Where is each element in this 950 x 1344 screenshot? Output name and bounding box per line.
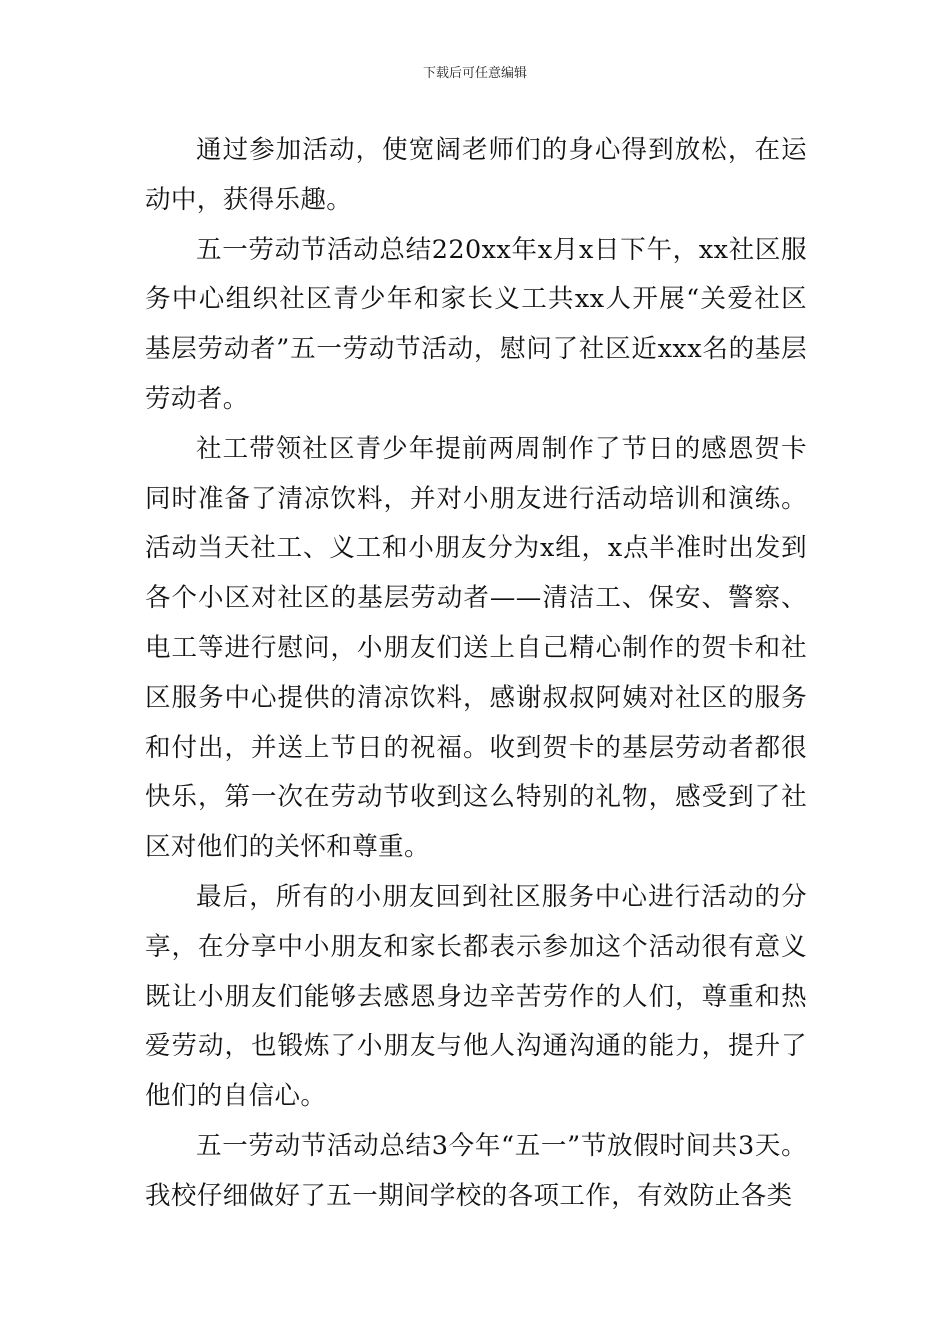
paragraph-3: 社工带领社区青少年提前两周制作了节日的感恩贺卡同时准备了清凉饮料，并对小朋友进行活动培训和演练。活动当天社工、义工和小朋友分为x组，x点半准时出发到各个小区对社区的基层劳动者——清洁工、保安、警察、电工等进行慰问，小朋友们送上自己精心制作的贺卡和社区服务中心提供的清凉饮料，感谢叔叔阿姨对社区的服务和付出，并送上节日的祝福。收到贺卡的基层劳动者都很快乐，第一次在劳动节收到这么特别的礼物，感受到了社区对他们的关怀和尊重。 [145,433,807,863]
paragraph-4: 最后，所有的小朋友回到社区服务中心进行活动的分享，在分享中小朋友和家长都表示参加这个活动很有意义既让小朋友们能够去感恩身边辛苦劳作的人们，尊重和热爱劳动，也锻炼了小朋友与他人沟通沟通的能力，提升了他们的自信心。 [145,881,807,1112]
paragraph-5: 五一劳动节活动总结3今年“五一”节放假时间共3天。我校仔细做好了五一期间学校的各项工作，有效防止各类 [145,1130,807,1211]
page-header: 下载后可任意编辑 [422,66,527,81]
paragraph-2: 五一劳动节活动总结220xx年x月x日下午，xx社区服务中心组织社区青少年和家长义工共xx人开展“关爱社区基层劳动者”五一劳动节活动，慰问了社区近xxx名的基层劳动者。 [145,234,807,414]
paragraph-1: 通过参加活动，使宽阔老师们的身心得到放松，在运动中，获得乐趣。 [145,135,807,215]
document-body [145,126,807,1222]
